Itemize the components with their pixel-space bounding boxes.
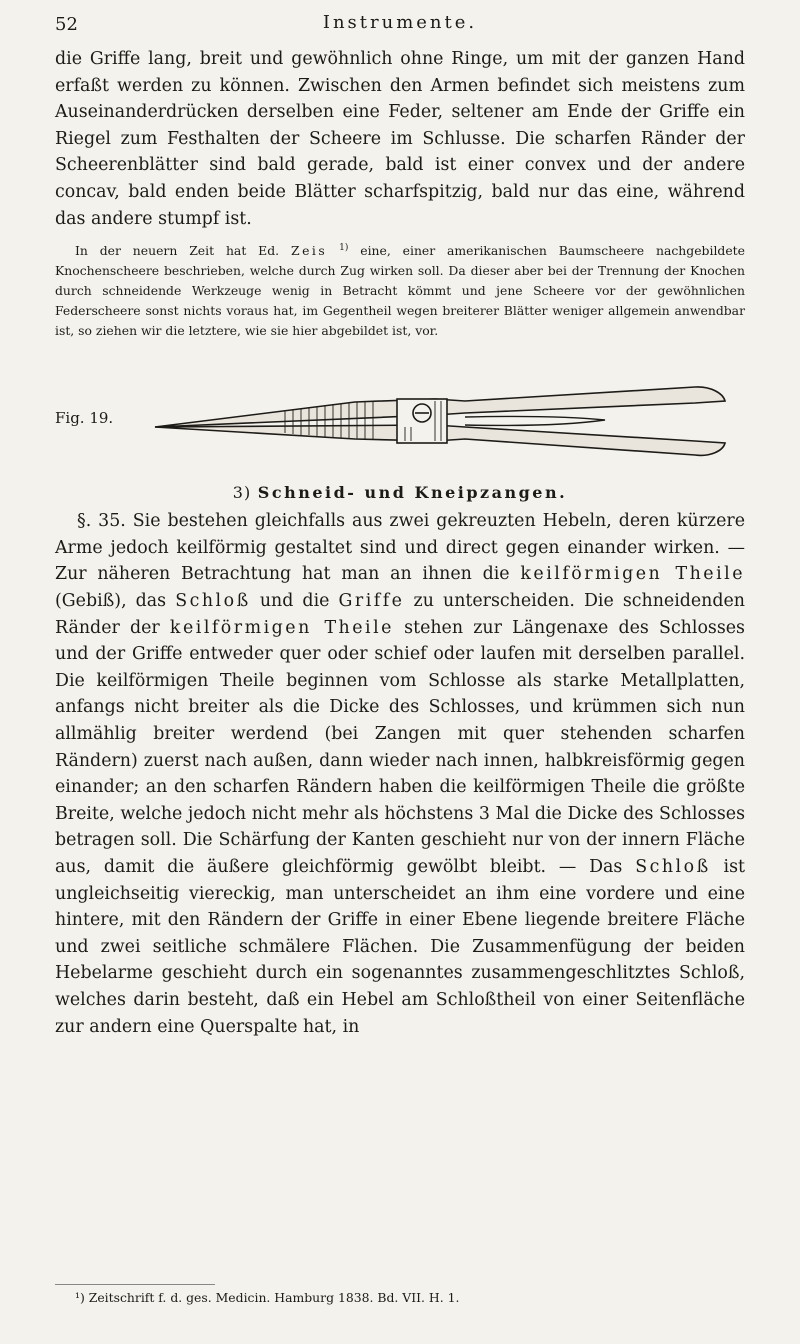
running-title: Instrumente. (322, 12, 478, 33)
section-title: Schneid- und Kneipzangen. (257, 483, 568, 503)
figure-19 (55, 347, 745, 481)
term-wedge-parts: keilförmigen Theile (169, 617, 394, 638)
footnote-divider (55, 1284, 215, 1285)
page-header (55, 12, 745, 40)
text-run: und die (259, 591, 330, 612)
paragraph-scissors-description: die Griffe lang, breit und gewöhnlich ohne Ringe, um mit der ganzen Hand erfaßt werden zu können. Zwischen den Armen befindet sich meistens zum Auseinanderdrücken derselben eine Feder, seltener am Ende der Griffe ein Riegel zum Festhalten der Scheere im Schlusse. Die scharfen Ränder der Scheerenblätter sind bald gerade, bald ist einer convex und der andere concav, bald enden beide Blätter scharfspitzig, bald nur das eine, während das andere stumpf ist. (55, 49, 745, 229)
text-run: stehen zur Längenaxe des Schlosses und der Griffe entweder quer oder schief oder laufen mit derselben parallel. Die keilförmigen Theile beginnen vom Schlosse als starke Metallplatten, anfangs nicht breiter als die Dicke des Schlosses, und krümmen sich nun allmählig breiter werdend (bei Zangen mit quer stehenden scharfen Rändern) zuerst nach außen, dann wieder nach innen, halbkreisförmig gegen einander; an den scharfen Rändern haben die keilförmigen Theile die größte Breite, welche jedoch nicht mehr als höchstens 3 Mal die Dicke des Schlosses betragen soll. Die Schärfung der Kanten geschieht nur von der innern Fläche aus, damit die äußere gleichförmig gewölbt bleibt. — Das (55, 617, 745, 877)
note-text-rest: eine, einer amerikanischen Baumscheere nachgebildete Knochenscheere beschrieben, welche durch Zug wirken soll. Da dieser aber bei der Trennung der Knochen durch schneidende Werkzeuge wenig in Betracht kömmt und jene Scheere vor der gewöhnlichen Federscheere sonst nichts voraus hat, im Gegentheil wegen breiterer Blätter weniger allgemein anwendbar ist, so ziehen wir die letztere, wie sie hier abgebildet ist, vor. (55, 243, 745, 339)
page-number: 52 (55, 14, 78, 35)
term-handles: Griffe (338, 591, 405, 612)
text-run: ist ungleichseitig viereckig, man unterscheidet an ihm eine vordere und eine hintere, mit den Rändern der Griffe in einer Ebene liegende breitere Fläche und zwei seitliche schmälere Flächen. Die Zusammenfügung der beiden Hebelarme geschieht durch ein sogenanntes zusammengeschlitztes Schloß, welches darin besteht, daß ein Hebel am Schloßtheil von einer Seitenfläche zur andern eine Querspalte hat, in (55, 857, 746, 1037)
section-number: 3) (232, 483, 252, 503)
text-block (55, 46, 745, 1040)
paragraph-section-35 (55, 508, 745, 1040)
text-run: §. 35. Sie bestehen gleichfalls aus zwei gekreuzten Hebeln, deren kürzere Arme jedoch keilförmig gestaltet sind und direct gegen einander wirken. — Zur näheren Betrachtung hat man an ihnen die (55, 511, 745, 585)
bone-scissors-illustration (135, 357, 735, 477)
small-print-note (55, 238, 745, 341)
section-heading (55, 483, 745, 502)
note-text-start: In der neuern Zeit hat Ed. (75, 243, 280, 259)
text-run: zu unterscheiden. Die schneidenden Ränder der (55, 591, 745, 638)
author-name: Zeis (290, 243, 328, 259)
term-wedge-parts: keilförmigen Theile (520, 564, 745, 585)
footnote: ¹) Zeitschrift f. d. ges. Medicin. Hamburg 1838. Bd. VII. H. 1. (75, 1290, 460, 1305)
term-lock: Schloß (635, 857, 711, 877)
figure-label: Fig. 19. (55, 409, 114, 428)
term-lock: Schloß (175, 591, 251, 612)
text-run: (Gebiß), das (55, 591, 167, 612)
footnote-reference: 1) (339, 243, 349, 254)
